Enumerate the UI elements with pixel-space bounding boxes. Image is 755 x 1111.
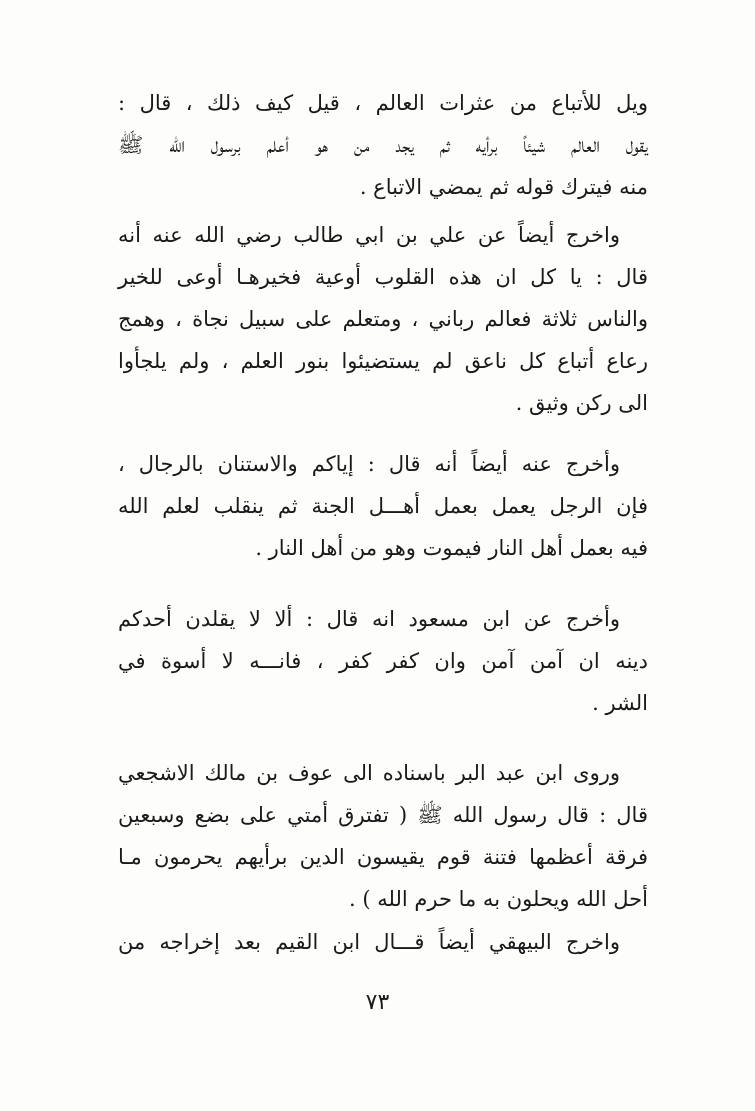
- text-line: الى ركن وثيق .: [515, 391, 648, 415]
- text-line: قال : يا كل ان هذه القلوب أوعية فخيرهـا أوعى للخير: [118, 265, 648, 289]
- paragraph-6: [118, 921, 648, 963]
- paragraph-4: [118, 598, 648, 724]
- text-line: والناس ثلاثة فعالم رباني ، ومتعلم على سبيل نجاة ، وهمج: [118, 307, 648, 331]
- paragraph-1: [118, 82, 648, 208]
- text-line: فإن الرجل يعمل بعمل أهـــل الجنة ثم ينقلب لعلم الله: [118, 494, 648, 518]
- text-line: قال : قال رسول الله ﷺ ( تفترق أمتي على بضع وسبعين: [118, 803, 648, 827]
- text-line: فيه بعمل أهل النار فيموت وهو من أهل النار .: [255, 536, 648, 560]
- text-line: وأخرج عنه أيضاً أنه قال : إياكم والاستنان بالرجال ،: [118, 452, 620, 476]
- text-line: أحل الله ويحلون به ما حرم الله ) .: [349, 887, 648, 911]
- text-line: رعاع أتباع كل ناعق لم يستضيئوا بنور العلم ، ولم يلجأوا: [118, 349, 648, 373]
- text-line: يقول العالم شيئاً برأيه ثم يجد من هو أعلم برسول الله ﷺ: [118, 133, 648, 157]
- paragraph-3: [118, 443, 648, 569]
- text-line: ويل للأتباع من عثرات العالم ، قيل كيف ذلك ، قال :: [118, 91, 648, 115]
- text-line: وروى ابن عبد البر باسناده الى عوف بن مالك الاشجعي: [118, 761, 620, 785]
- text-line: واخرج البيهقي أيضاً قـــال ابن القيم بعد إخراجه من: [118, 930, 620, 954]
- text-line: منه فيترك قوله ثم يمضي الاتباع .: [359, 175, 648, 199]
- paragraph-2: [118, 214, 648, 424]
- text-line: واخرج أيضاً عن علي بن ابي طالب رضي الله عنه أنه: [118, 223, 620, 247]
- page-number: ٧٣: [365, 990, 390, 1015]
- text-line: فرقة أعظمها فتنة قوم يقيسون الدين برأيهم يحرمون مـا: [118, 845, 648, 869]
- paragraph-5: [118, 752, 648, 920]
- text-line: الشر .: [592, 691, 648, 715]
- text-line: دينه ان آمن آمن وان كفر كفر ، فانـــه لا أسوة في: [118, 649, 648, 673]
- text-line: وأخرج عن ابن مسعود انه قال : ألا لا يقلدن أحدكم: [118, 607, 620, 631]
